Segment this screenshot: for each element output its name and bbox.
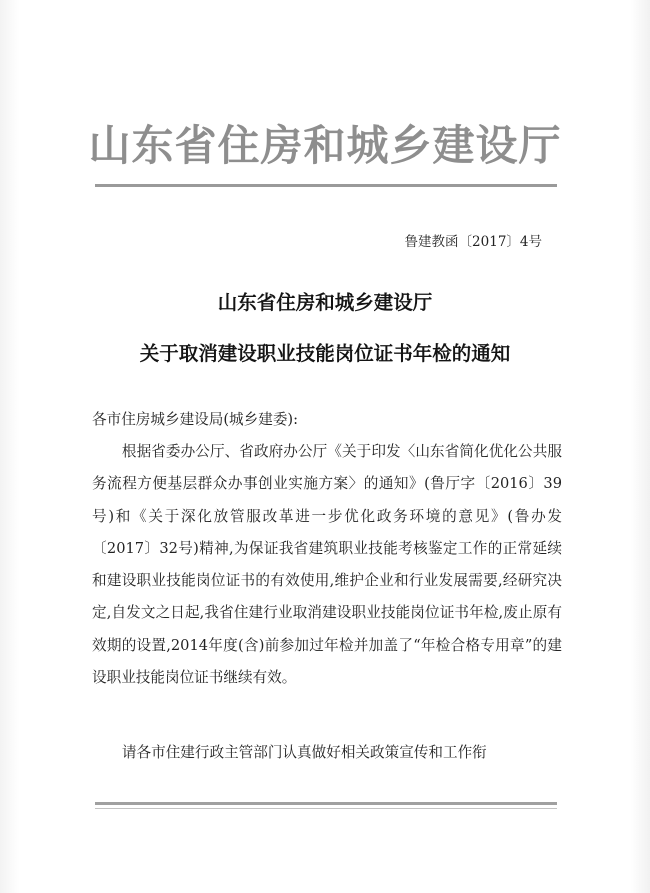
salutation: 各市住房城乡建设局(城乡建委):	[92, 411, 299, 428]
bottom-divider	[95, 802, 557, 805]
body-paragraph-1: 根据省委办公厅、省政府办公厅《关于印发〈山东省简化优化公共服务流程方便基层群众办事创业实施方案〉的通知》(鲁厅字〔2016〕39号)和《关于深化放管服改革进一步优化政务环境的意见》(鲁办发〔2017〕32号)精神,为保证我省建筑职业技能考核鉴定工作的正常延续和建设职业技能岗位证书的有效使用,维护企业和行业发展需要,经研究决定,自发文之日起,我省住建行业取消建设职业技能岗位证书年检,废止原有效期的设置,2014年度(含)前参加过年检并加盖了“年检合格专用章”的建设职业技能岗位证书继续有效。	[92, 443, 562, 687]
document-number: 鲁建教函〔2017〕4号	[404, 234, 542, 250]
letterhead-divider	[95, 184, 557, 187]
bottom-divider-thin	[95, 808, 557, 809]
notice-title-line-2: 关于取消建设职业技能岗位证书年检的通知	[139, 342, 511, 365]
body-paragraph-2	[92, 737, 562, 769]
body-paragraph-2-text: 请各市住建行政主管部门认真做好相关政策宣传和工作衔	[121, 744, 487, 761]
notice-title-line-1: 山东省住房和城乡建设厅	[217, 291, 433, 314]
letterhead-title: 山东省住房和城乡建设厅	[88, 121, 562, 170]
